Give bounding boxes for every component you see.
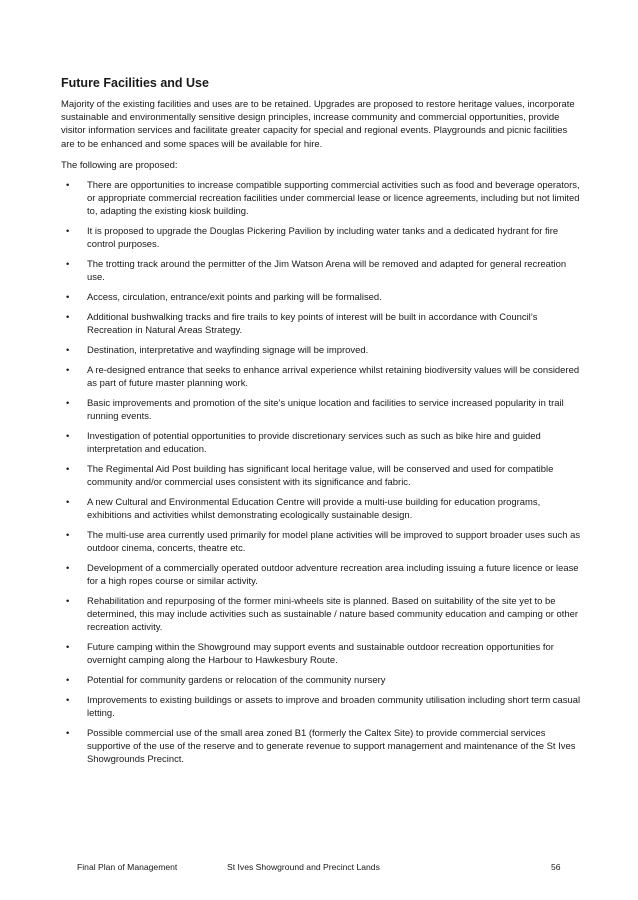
list-item-text: A re-designed entrance that seeks to enhance arrival experience whilst retaining biodiversity values will be considered as part of future master planning work. xyxy=(87,364,580,390)
list-lead-in: The following are proposed: xyxy=(61,159,178,171)
bullet-icon: • xyxy=(66,345,70,357)
list-item-text: Investigation of potential opportunities to provide discretionary services such as such as bike hire and guided interpretation and education. xyxy=(87,430,541,456)
list-item xyxy=(61,364,583,390)
document-body xyxy=(61,74,583,773)
list-item-text: Improvements to existing buildings or assets to improve and broaden community utilisation including short term casual letting. xyxy=(87,694,581,720)
list-item xyxy=(61,562,583,588)
list-item xyxy=(61,258,583,284)
list-item-text: A new Cultural and Environmental Education Centre will provide a multi-use building for education programs, exhibitions and activities whilst demonstrating ecologically sustainable design. xyxy=(87,496,541,522)
footer-document-title: Final Plan of Management xyxy=(77,862,178,872)
list-item xyxy=(61,291,583,304)
list-item-text: The Regimental Aid Post building has significant local heritage value, will be conserved and used for compatible community and/or commercial uses consistent with its significance and fabric. xyxy=(87,463,554,489)
bullet-icon: • xyxy=(66,529,70,541)
list-item xyxy=(61,529,583,555)
list-item-text: Future camping within the Showground may support events and sustainable outdoor recreation opportunities for overnight camping along the Harbour to Hawkesbury Route. xyxy=(87,642,554,667)
bullet-icon: • xyxy=(66,694,70,706)
list-item xyxy=(61,496,583,522)
bullet-icon: • xyxy=(66,463,70,475)
bullet-icon: • xyxy=(66,180,70,192)
list-item xyxy=(61,311,583,337)
list-item xyxy=(61,179,583,219)
list-item xyxy=(61,344,583,357)
list-item xyxy=(61,463,583,489)
bullet-icon: • xyxy=(66,562,70,574)
list-item-text: There are opportunities to increase compatible supporting commercial activities such as food and beverage operators, or appropriate commercial recreation facilities under commercial lease or licence agreements, including but not limited to, adapting the existing kiosk building. xyxy=(87,180,580,218)
list-item-text: Basic improvements and promotion of the site’s unique location and facilities to service increased popularity in trail running events. xyxy=(87,397,564,423)
page-number: 56 xyxy=(551,862,561,872)
bullet-icon: • xyxy=(66,397,70,409)
bullet-icon: • xyxy=(66,675,70,687)
bullet-icon: • xyxy=(66,312,70,324)
list-item-text: Potential for community gardens or relocation of the community nursery xyxy=(87,675,386,687)
list-item xyxy=(61,595,583,635)
footer-site-name: St Ives Showground and Precinct Lands xyxy=(227,862,380,872)
section-title: Future Facilities and Use xyxy=(61,76,209,90)
bullet-icon: • xyxy=(66,364,70,376)
list-item-text: Additional bushwalking tracks and fire trails to key points of interest will be built in accordance with Council’s Recreation in Natural Areas Strategy. xyxy=(87,312,538,337)
list-item-text: The trotting track around the permitter of the Jim Watson Arena will be removed and adapted for general recreation use. xyxy=(87,259,567,284)
list-item-text: Development of a commercially operated outdoor adventure recreation area including issuing a future licence or lease for a high ropes course or similar activity. xyxy=(87,562,579,588)
list-item-text: It is proposed to upgrade the Douglas Pickering Pavilion by including water tanks and a dedicated hydrant for fire control purposes. xyxy=(87,226,559,251)
list-item-text: The multi-use area currently used primarily for model plane activities will be improved to support broader uses such as outdoor cinema, concerts, theatre etc. xyxy=(87,529,581,555)
list-item xyxy=(61,430,583,456)
list-item xyxy=(61,727,583,767)
bullet-icon: • xyxy=(66,226,70,238)
list-item xyxy=(61,225,583,251)
list-item-text: Possible commercial use of the small area zoned B1 (formerly the Caltex Site) to provide commercial services supportive of the use of the reserve and to generate revenue to support management and maintenance of the St Ives Showgrounds Precinct. xyxy=(87,727,576,766)
proposals-list xyxy=(61,179,583,766)
list-item-text: Destination, interpretative and wayfinding signage will be improved. xyxy=(87,345,369,357)
list-item xyxy=(61,397,583,423)
bullet-icon: • xyxy=(66,496,70,508)
bullet-icon: • xyxy=(66,430,70,442)
list-item xyxy=(61,694,583,720)
bullet-icon: • xyxy=(66,642,70,654)
bullet-icon: • xyxy=(66,727,70,739)
intro-paragraph: Majority of the existing facilities and uses are to be retained. Upgrades are proposed to restore heritage values, incorporate sustainable and environmentally sensitive design principles, increase community and commercial opportunities, provide visitor information services and facilitate greater capacity for special and regional events. Playgrounds and picnic facilities are to be enhanced and some spaces will be available for hire. xyxy=(61,99,575,150)
bullet-icon: • xyxy=(66,259,70,271)
list-item xyxy=(61,641,583,667)
list-item xyxy=(61,674,583,687)
bullet-icon: • xyxy=(66,292,70,304)
list-item-text: Rehabilitation and repurposing of the former mini-wheels site is planned. Based on suitability of the site yet to be determined, this may include activities such as sustainable / nature based community education and camping or other recreation activity. xyxy=(87,595,579,634)
list-item-text: Access, circulation, entrance/exit points and parking will be formalised. xyxy=(87,292,382,304)
bullet-icon: • xyxy=(66,595,70,607)
